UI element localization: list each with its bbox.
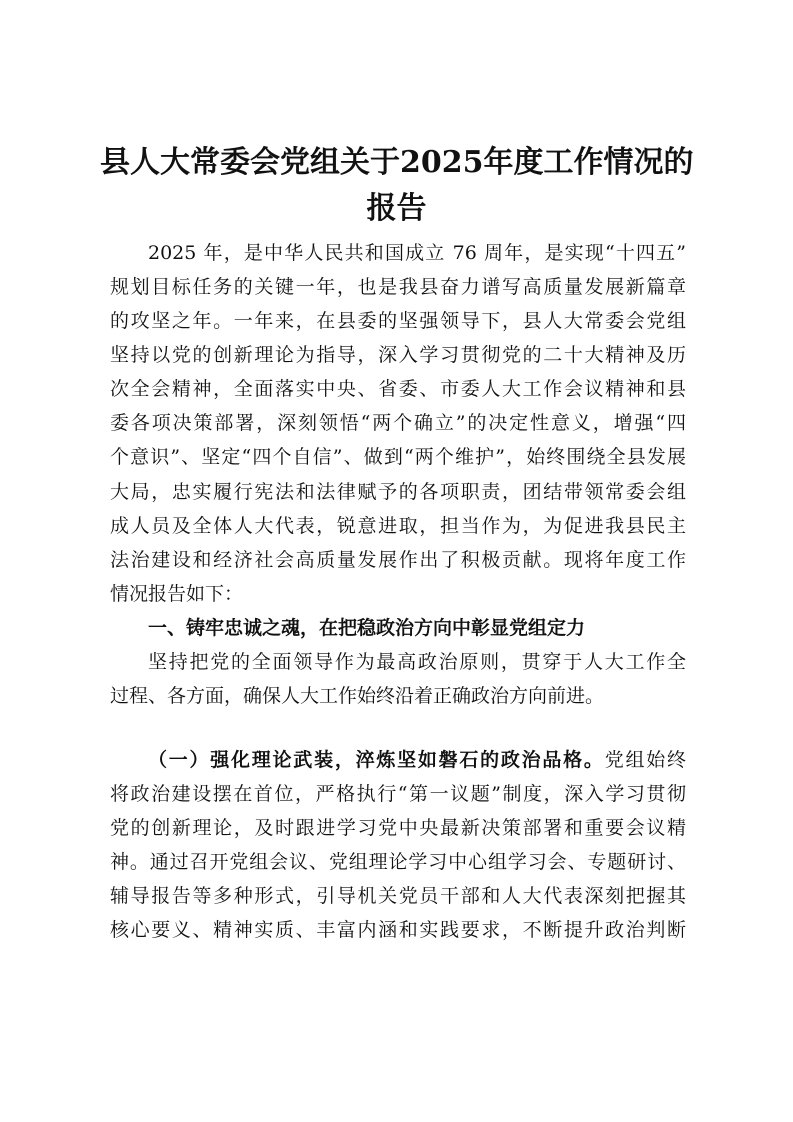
- paragraph-line: 2025 年，是中华人民共和国成立 76 周年，是实现“十四五”: [148, 242, 686, 264]
- paragraph-line: 党的创新理论，及时跟进学习党中央最新决策部署和重要会议精: [110, 817, 686, 839]
- subsection-first-line: [148, 742, 686, 778]
- paragraph-line: 辅导报告等多种形式，引导机关党员干部和人大代表深刻把握其: [110, 885, 686, 907]
- paragraph-line: 成人员及全体人大代表，锐意进取，担当作为，为促进我县民主: [110, 515, 686, 537]
- paragraph-line: 委各项决策部署，深刻领悟“两个确立”的决定性意义，增强“四: [110, 412, 686, 434]
- paragraph-line: 核心要义、精神实质、丰富内涵和实践要求，不断提升政治判断: [110, 919, 686, 941]
- document-title-line-2: 报告: [366, 191, 427, 226]
- paragraph-line: 过程、各方面，确保人大工作始终沿着正确政治方向前进。: [110, 685, 605, 707]
- subsection-heading: （一）强化理论武装，淬炼坚如磐石的政治品格。: [148, 749, 605, 771]
- document-title-line-1: 县人大常委会党组关于2025年度工作情况的: [100, 145, 694, 180]
- paragraph-line: 个意识”、坚定“四个自信”、做到“两个维护”，始终围绕全县发展: [110, 446, 686, 468]
- paragraph-line: 次全会精神，全面落实中央、省委、市委人大工作会议精神和县: [110, 378, 686, 400]
- paragraph-line: 的攻坚之年。一年来，在县委的坚强领导下，县人大常委会党组: [110, 310, 686, 332]
- subsection-text: 党组始终: [604, 749, 686, 771]
- section-heading: 一、铸牢忠诚之魂，在把稳政治方向中彰显党组定力: [148, 617, 586, 639]
- paragraph-line: 规划目标任务的关键一年，也是我县奋力谱写高质量发展新篇章: [110, 276, 686, 298]
- paragraph-line: 将政治建设摆在首位，严格执行“第一议题”制度，深入学习贯彻: [110, 783, 686, 805]
- paragraph-line: 坚持把党的全面领导作为最高政治原则，贯穿于人大工作全: [148, 651, 686, 673]
- paragraph-line: 神。通过召开党组会议、党组理论学习中心组学习会、专题研讨、: [110, 851, 686, 873]
- paragraph-line: 法治建设和经济社会高质量发展作出了积极贡献。现将年度工作: [110, 549, 686, 571]
- paragraph-line: 坚持以党的创新理论为指导，深入学习贯彻党的二十大精神及历: [110, 344, 686, 366]
- paragraph-line: 大局，忠实履行宪法和法律赋予的各项职责，团结带领常委会组: [110, 481, 686, 503]
- paragraph-line: 情况报告如下：: [110, 583, 244, 605]
